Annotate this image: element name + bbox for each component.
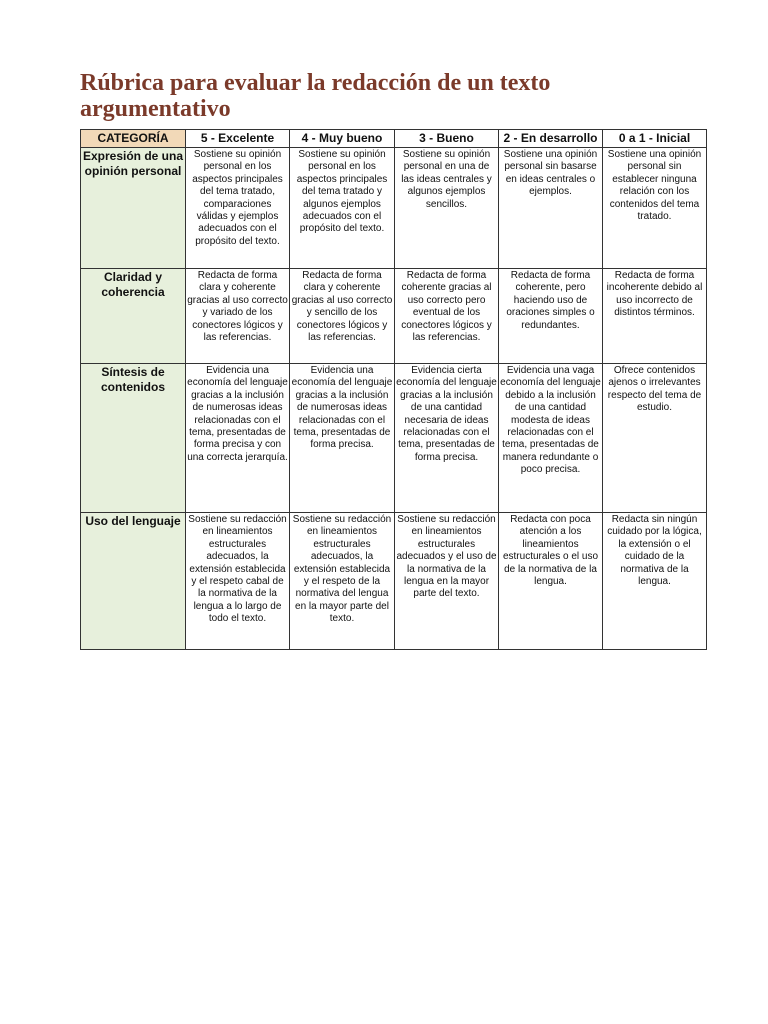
header-muy-bueno: 4 - Muy bueno xyxy=(290,130,395,148)
rubric-table xyxy=(80,129,707,650)
rubric-cell: Evidencia una economía del lenguaje gracias a la inclusión de numerosas ideas relacionadas con el tema, presentadas de forma precisa. xyxy=(290,364,395,513)
rubric-cell: Evidencia cierta economía del lenguaje gracias a la inclusión de una cantidad necesaria de ideas relacionadas con el tema, presentadas de forma precisa. xyxy=(395,364,499,513)
table-row xyxy=(81,269,707,364)
category-cell: Uso del lenguaje xyxy=(81,513,186,650)
table-row xyxy=(81,364,707,513)
table-row xyxy=(81,148,707,269)
rubric-cell: Sostiene su redacción en lineamientos estructurales adecuados, la extensión establecida y el respeto de la normativa del lengua en la mayor parte del texto. xyxy=(290,513,395,650)
header-categoria: CATEGORÍA xyxy=(81,130,186,148)
rubric-cell: Evidencia una vaga economía del lenguaje debido a la inclusión de una cantidad modesta de ideas relacionadas con el tema, presentadas de manera redundante o poco precisa. xyxy=(499,364,603,513)
rubric-cell: Redacta de forma clara y coherente gracias al uso correcto y sencillo de los conectores lógicos y las referencias. xyxy=(290,269,395,364)
header-excelente: 5 - Excelente xyxy=(186,130,290,148)
rubric-cell: Redacta sin ningún cuidado por la lógica, la extensión o el cuidado de la normativa de la lengua. xyxy=(603,513,707,650)
rubric-cell: Ofrece contenidos ajenos o irrelevantes respecto del tema de estudio. xyxy=(603,364,707,513)
header-en-desarrollo: 2 - En desarrollo xyxy=(499,130,603,148)
rubric-cell: Redacta de forma coherente, pero haciendo uso de oraciones simples o redundantes. xyxy=(499,269,603,364)
rubric-cell: Redacta con poca atención a los lineamientos estructurales o el uso de la normativa de la lengua. xyxy=(499,513,603,650)
table-row xyxy=(81,513,707,650)
rubric-cell: Redacta de forma incoherente debido al uso incorrecto de distintos términos. xyxy=(603,269,707,364)
rubric-cell: Sostiene una opinión personal sin basarse en ideas centrales o ejemplos. xyxy=(499,148,603,269)
category-cell: Claridad y coherencia xyxy=(81,269,186,364)
rubric-cell: Evidencia una economía del lenguaje gracias a la inclusión de numerosas ideas relacionadas con el tema, presentadas de forma precisa y con una correcta jerarquía. xyxy=(186,364,290,513)
rubric-cell: Redacta de forma coherente gracias al uso correcto pero eventual de los conectores lógicos y las referencias. xyxy=(395,269,499,364)
category-cell: Expresión de una opinión personal xyxy=(81,148,186,269)
page-title: Rúbrica para evaluar la redacción de un texto argumentativo xyxy=(80,70,551,122)
category-cell: Síntesis de contenidos xyxy=(81,364,186,513)
rubric-cell: Sostiene su opinión personal en los aspectos principales del tema tratado, comparaciones válidas y ejemplos adecuados con el propósito del texto. xyxy=(186,148,290,269)
rubric-cell: Sostiene su redacción en lineamientos estructurales adecuados y el uso de la normativa de la lengua en la mayor parte del texto. xyxy=(395,513,499,650)
header-inicial: 0 a 1 - Inicial xyxy=(603,130,707,148)
rubric-cell: Sostiene su redacción en lineamientos estructurales adecuados, la extensión establecida y el respeto cabal de la normativa de la lengua a lo largo de todo el texto. xyxy=(186,513,290,650)
header-bueno: 3 - Bueno xyxy=(395,130,499,148)
rubric-cell: Redacta de forma clara y coherente gracias al uso correcto y variado de los conectores lógicos y las referencias. xyxy=(186,269,290,364)
rubric-cell: Sostiene su opinión personal en los aspectos principales del tema tratado y algunos ejemplos adecuados con el propósito del texto. xyxy=(290,148,395,269)
rubric-cell: Sostiene una opinión personal sin establecer ninguna relación con los contenidos del tema tratado. xyxy=(603,148,707,269)
table-header-row xyxy=(81,130,707,148)
rubric-cell: Sostiene su opinión personal en una de las ideas centrales y algunos ejemplos sencillos. xyxy=(395,148,499,269)
